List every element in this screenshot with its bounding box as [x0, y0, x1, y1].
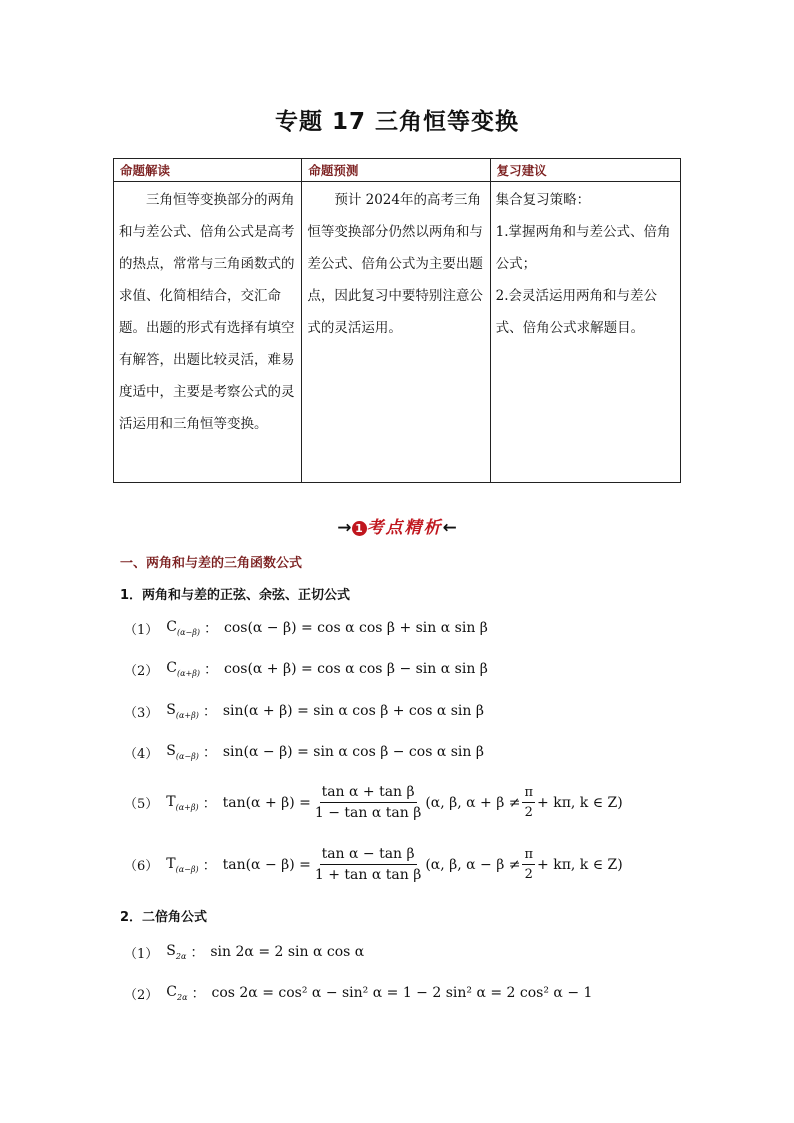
interpretation-text: 三角恒等变换部分的两角和与差公式、倍角公式是高考的热点，常常与三角函数式的求值、化简相结合，交汇命题。出题的形式有选择有填空有解答，出题比较灵活，难易度适中，主要是考察公式的灵活运用和三角恒等变换。: [114, 182, 302, 483]
section-1-subtitle: 1．两角和与差的正弦、余弦、正切公式: [120, 588, 351, 603]
header-prediction: 命题预测: [302, 159, 490, 182]
advice-cell: [490, 182, 680, 483]
banner-label: 考点精析: [366, 518, 443, 538]
right-arrow-icon: →: [337, 518, 352, 538]
formula-line: （3） $S_{(\alpha+\beta)}$ ： sin(α + β) = sin α cos β + cos α sin β: [124, 702, 484, 721]
advice-line-3: 2.会灵活运用两角和与差公式、倍角公式求解题目。: [495, 288, 658, 336]
advice-line-1: 集合复习策略：: [495, 192, 591, 208]
formula-line: （1） $S_{2\alpha}$ ： sin 2α = 2 sin α cos α: [124, 943, 365, 962]
formula-line: （2） $C_{2\alpha}$ ： cos 2α = cos² α − sin² α = 1 − 2 sin² α = 2 cos² α − 1: [124, 984, 593, 1003]
formula-line: （1） $C_{(\alpha-\beta)}$ ： cos(α − β) = cos α cos β + sin α sin β: [124, 619, 488, 638]
formula-line: （5） $T_{(\alpha+\beta)}$ ： tan(α + β) = $\frac{\text{tan α + tan β}}{\text{1 − tan α tan β}}$ (α, β, α + β ≠ $\frac{\pi}{2}$ + kπ, k ∈ Z): [124, 784, 623, 821]
advice-line-2: 1.掌握两角和与差公式、倍角公式；: [495, 224, 671, 272]
section-1-title: 一、两角和与差的三角函数公式: [120, 556, 303, 571]
number-badge-icon: 1: [352, 521, 367, 536]
section-2-title: 2．二倍角公式: [120, 910, 208, 925]
header-interpretation: 命题解读: [114, 159, 302, 182]
page-title: 专题 17 三角恒等变换: [274, 109, 520, 135]
overview-table: [113, 158, 681, 483]
formula-line: （6） $T_{(\alpha-\beta)}$ ： tan(α − β) = $\frac{\text{tan α − tan β}}{\text{1 + tan α tan β}}$ (α, β, α − β ≠ $\frac{\pi}{2}$ + kπ, k ∈ Z): [124, 846, 623, 883]
section-banner: [0, 513, 794, 538]
prediction-text: 预计 2024年的高考三角恒等变换部分仍然以两角和与差公式、倍角公式为主要出题点，因此复习中要特别注意公式的灵活运用。: [302, 182, 490, 483]
left-arrow-icon: ←: [442, 518, 457, 538]
formula-line: （2） $C_{(\alpha+\beta)}$ ： cos(α + β) = cos α cos β − sin α sin β: [124, 660, 488, 679]
header-advice: 复习建议: [490, 159, 680, 182]
formula-line: （4） $S_{(\alpha-\beta)}$ ： sin(α − β) = sin α cos β − cos α sin β: [124, 743, 484, 762]
